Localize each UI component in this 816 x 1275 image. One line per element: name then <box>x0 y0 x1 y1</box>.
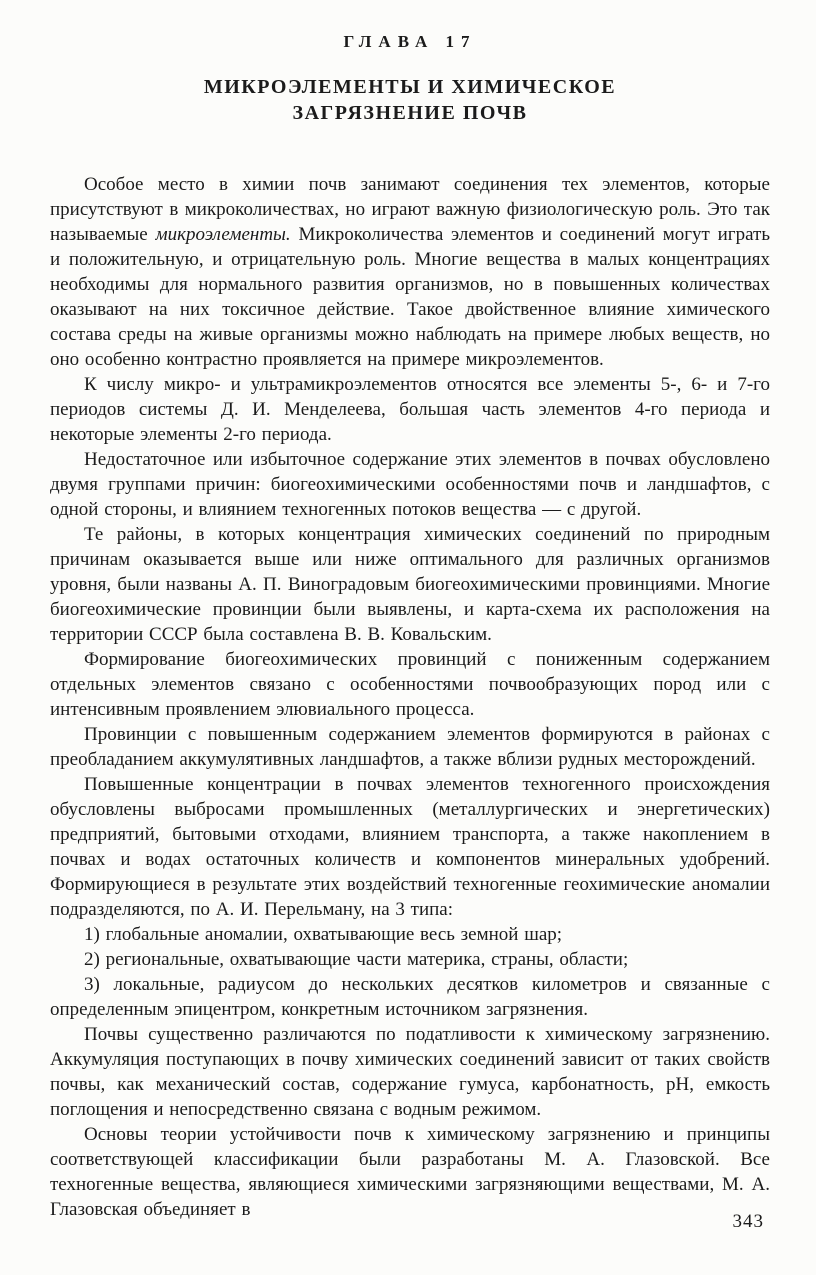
paragraph-soil-susceptibility: Почвы существенно различаются по податливости к химическому загрязнению. Аккумуляция поступающих в почву химических соединений зависит от таких свойств почвы, как механический состав, содержание гумуса, карбонатность, pH, емкость поглощения и непосредственно связана с водным режимом. <box>50 1024 770 1120</box>
list-item-regional: 2) региональные, охватывающие части материка, страны, области; <box>84 949 629 970</box>
paragraph-causes: Недостаточное или избыточное содержание этих элементов в почвах обусловлено двумя группами причин: биогеохимическими особенностями почв и ландшафтов, с одной стороны, и влиянием техногенных потоков вещества — с другой. <box>50 449 770 520</box>
chapter-title-line-1: МИКРОЭЛЕМЕНТЫ И ХИМИЧЕСКОЕ <box>203 76 617 98</box>
paragraph-stability-theory: Основы теории устойчивости почв к химическому загрязнению и принципы соответствующей классификации были разработаны М. А. Глазовской. Все техногенные вещества, являющиеся химическими загрязняющими веществами, М. А. Глазовская объединяет в <box>50 1124 770 1220</box>
intro-italic-term: микроэлементы. <box>155 224 291 245</box>
chapter-title <box>50 74 770 126</box>
list-item-local: 3) локальные, радиусом до нескольких десятков километров и связанные с определенным эпицентром, конкретным источником загрязнения. <box>50 974 770 1020</box>
paragraph-technogenic-anomalies: Повышенные концентрации в почвах элементов техногенного происхождения обусловлены выбросами промышленных (металлургических и энергетических) предприятий, бытовыми отходами, влиянием транспорта, а также накоплением в почвах и водах остаточных количеств и компонентов минеральных удобрений. Формирующиеся в результате этих воздействий техногенные геохимические аномалии подразделяются, по А. И. Перельману, на 3 типа: <box>50 774 770 920</box>
chapter-heading: ГЛАВА 17 <box>343 32 477 51</box>
page-number: 343 <box>732 1211 764 1232</box>
paragraph-biogeochemical-provinces: Те районы, в которых концентрация химических соединений по природным причинам оказывается выше или ниже оптимального для различных организмов уровня, были названы А. П. Виноградовым биогеохимическими провинциями. Многие биогеохимические провинции были выявлены, и карта-схема их расположения на территории СССР была составлена В. В. Ковальским. <box>50 524 770 645</box>
intro-text-after-term: Микроколичества элементов и соединений могут играть и положительную, и отрицательную роль. Многие вещества в малых концентрациях необходимы для нормального развития организмов, но в повышенных количествах оказывают на них токсичное действие. Такое двойственное влияние химического состава среды на живые организмы можно наблюдать на примере любых веществ, но оно особенно контрастно проявляется на примере микроэлементов. <box>50 224 770 370</box>
paragraph-intro <box>50 172 770 372</box>
list-item-global: 1) глобальные аномалии, охватывающие весь земной шар; <box>84 924 563 945</box>
paragraph-elements-periods: К числу микро- и ультрамикроэлементов относятся все элементы 5-, 6- и 7-го периодов системы Д. И. Менделеева, большая часть элементов 4-го периода и некоторые элементы 2-го периода. <box>50 374 770 445</box>
paragraph-raised-content: Провинции с повышенным содержанием элементов формируются в районах с преобладанием аккумулятивных ландшафтов, а также вблизи рудных месторождений. <box>50 724 770 770</box>
chapter-title-line-2: ЗАГРЯЗНЕНИЕ ПОЧВ <box>292 102 528 124</box>
paragraph-lowered-content: Формирование биогеохимических провинций с пониженным содержанием отдельных элементов связано с особенностями почвообразующих пород или с интенсивным проявлением элювиального процесса. <box>50 649 770 720</box>
intro-text-before-term: Особое место в химии почв занимают соединения тех элементов, которые присутствуют в микроколичествах, но играют важную физиологическую роль. Это так называемые <box>50 174 770 245</box>
